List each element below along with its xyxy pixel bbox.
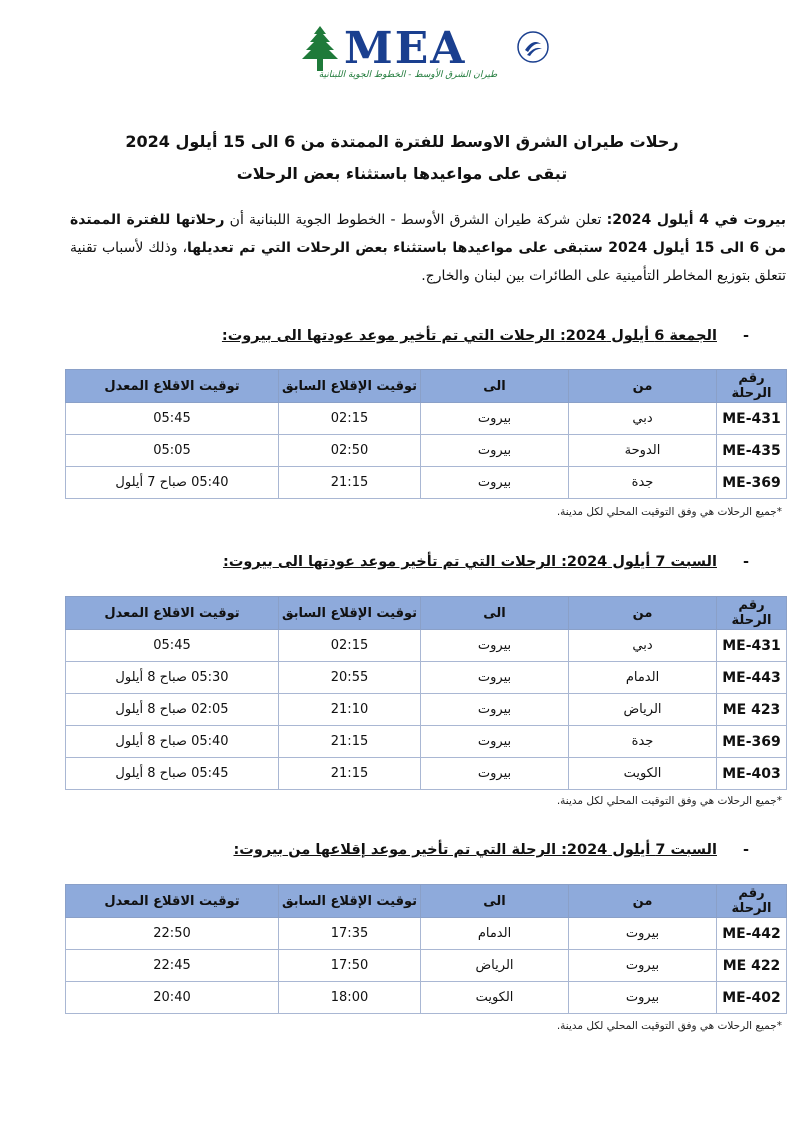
origin: بيروت — [569, 918, 717, 950]
destination: بيروت — [421, 694, 569, 726]
flight-number: ME-431 — [717, 630, 787, 662]
destination: الدمام — [421, 918, 569, 950]
origin: بيروت — [569, 950, 717, 982]
table-row — [66, 403, 787, 435]
previous-departure: 21:15 — [279, 758, 421, 790]
column-header: رقم الرحلة — [717, 370, 787, 403]
destination: بيروت — [421, 403, 569, 435]
previous-departure: 02:50 — [279, 435, 421, 467]
destination: بيروت — [421, 467, 569, 499]
list-dash: - — [742, 554, 749, 570]
origin: دبي — [569, 630, 717, 662]
title-line-1: رحلات طيران الشرق الاوسط للفترة الممتدة من 6 الى 15 أيلول 2024 — [125, 132, 679, 151]
revised-departure: 05:45 — [66, 630, 279, 662]
flight-number: ME-369 — [717, 726, 787, 758]
previous-departure: 17:35 — [279, 918, 421, 950]
destination: الرياض — [421, 950, 569, 982]
origin: الكويت — [569, 758, 717, 790]
table-row — [66, 758, 787, 790]
previous-departure: 18:00 — [279, 982, 421, 1014]
origin: الرياض — [569, 694, 717, 726]
revised-departure: 05:30 صباح 8 أيلول — [66, 662, 279, 694]
origin: بيروت — [569, 982, 717, 1014]
table-row — [66, 950, 787, 982]
column-header: رقم الرحلة — [717, 885, 787, 918]
destination: بيروت — [421, 435, 569, 467]
previous-departure: 02:15 — [279, 403, 421, 435]
column-header: من — [569, 885, 717, 918]
logo-arabic-subtitle: طيران الشرق الأوسط - الخطوط الجوية اللبنانية — [318, 70, 498, 80]
section-heading-text: السبت 7 أيلول 2024: الرحلة التي تم تأخير موعد إقلاعها من بيروت: — [233, 842, 717, 858]
column-header: توقيت الإقلاع السابق — [279, 370, 421, 403]
previous-departure: 17:50 — [279, 950, 421, 982]
origin: الدوحة — [569, 435, 717, 467]
revised-departure: 05:45 صباح 8 أيلول — [66, 758, 279, 790]
flight-number: ME-435 — [717, 435, 787, 467]
column-header: توقيت الاقلاع المعدل — [66, 885, 279, 918]
intro-lead: بيروت في 4 أيلول 2024: — [606, 212, 786, 228]
intro-paragraph — [70, 206, 786, 290]
flight-number: ME-442 — [717, 918, 787, 950]
column-header: توقيت الإقلاع السابق — [279, 597, 421, 630]
column-header: توقيت الاقلاع المعدل — [66, 597, 279, 630]
flight-number: ME-402 — [717, 982, 787, 1014]
logo-wordmark: MEA — [344, 23, 467, 74]
table-row — [66, 982, 787, 1014]
footnote: *جميع الرحلات هي وفق التوقيت المحلي لكل مدينة. — [556, 795, 782, 807]
flight-number: ME 422 — [717, 950, 787, 982]
document-title — [0, 126, 804, 190]
column-header: من — [569, 597, 717, 630]
revised-departure: 05:40 صباح 8 أيلول — [66, 726, 279, 758]
table-row — [66, 630, 787, 662]
column-header: الى — [421, 370, 569, 403]
previous-departure: 20:55 — [279, 662, 421, 694]
previous-departure: 02:15 — [279, 630, 421, 662]
column-header: توقيت الاقلاع المعدل — [66, 370, 279, 403]
destination: بيروت — [421, 662, 569, 694]
destination: بيروت — [421, 630, 569, 662]
revised-departure: 05:05 — [66, 435, 279, 467]
revised-departure: 20:40 — [66, 982, 279, 1014]
destination: بيروت — [421, 758, 569, 790]
list-dash: - — [742, 842, 749, 858]
table-row — [66, 726, 787, 758]
cedar-tree-icon — [296, 24, 344, 74]
table-header-row — [66, 370, 787, 403]
section-heading-text: السبت 7 أيلول 2024: الرحلات التي تم تأخير موعد عودتها الى بيروت: — [223, 554, 717, 570]
previous-departure: 21:15 — [279, 467, 421, 499]
flights-table — [65, 884, 787, 1014]
flight-number: ME-403 — [717, 758, 787, 790]
revised-departure: 22:50 — [66, 918, 279, 950]
destination: بيروت — [421, 726, 569, 758]
flights-table — [65, 596, 787, 790]
table-row — [66, 467, 787, 499]
table-row — [66, 918, 787, 950]
revised-departure: 05:40 صباح 7 أيلول — [66, 467, 279, 499]
column-header: الى — [421, 597, 569, 630]
mea-logo — [296, 22, 556, 84]
previous-departure: 21:10 — [279, 694, 421, 726]
table-row — [66, 435, 787, 467]
revised-departure: 22:45 — [66, 950, 279, 982]
destination: الكويت — [421, 982, 569, 1014]
revised-departure: 02:05 صباح 8 أيلول — [66, 694, 279, 726]
column-header: الى — [421, 885, 569, 918]
column-header: من — [569, 370, 717, 403]
origin: الدمام — [569, 662, 717, 694]
skyteam-icon — [514, 28, 552, 66]
section-heading — [223, 554, 749, 570]
footnote: *جميع الرحلات هي وفق التوقيت المحلي لكل مدينة. — [556, 506, 782, 518]
column-header: توقيت الإقلاع السابق — [279, 885, 421, 918]
intro-bold: رحلاتها للفترة الممتدة من 6 الى 15 أيلول 2024 ستبقى على مواعيدها باستثناء بعض الرحلات التي تم تعديلها — [70, 212, 787, 256]
table-row — [66, 662, 787, 694]
footnote: *جميع الرحلات هي وفق التوقيت المحلي لكل مدينة. — [556, 1020, 782, 1032]
table-row — [66, 694, 787, 726]
table-header-row — [66, 885, 787, 918]
flights-table — [65, 369, 787, 499]
section-heading-text: الجمعة 6 أيلول 2024: الرحلات التي تم تأخير موعد عودتها الى بيروت: — [221, 328, 717, 344]
origin: جدة — [569, 726, 717, 758]
list-dash: - — [742, 328, 749, 344]
flight-number: ME-431 — [717, 403, 787, 435]
revised-departure: 05:45 — [66, 403, 279, 435]
table-header-row — [66, 597, 787, 630]
section-heading — [233, 842, 749, 858]
column-header: رقم الرحلة — [717, 597, 787, 630]
title-line-2: تبقى على مواعيدها باستثناء بعض الرحلات — [236, 164, 568, 183]
flight-number: ME 423 — [717, 694, 787, 726]
previous-departure: 21:15 — [279, 726, 421, 758]
flight-number: ME-369 — [717, 467, 787, 499]
intro-text-1: تعلن شركة طيران الشرق الأوسط - الخطوط الجوية اللبنانية أن — [224, 212, 607, 228]
origin: جدة — [569, 467, 717, 499]
intro-text-2: ، وذلك لأسباب تقنية تتعلق بتوزيع المخاطر التأمينية على الطائرات بين لبنان والخارج. — [70, 240, 786, 284]
section-heading — [222, 328, 749, 344]
flight-number: ME-443 — [717, 662, 787, 694]
origin: دبي — [569, 403, 717, 435]
